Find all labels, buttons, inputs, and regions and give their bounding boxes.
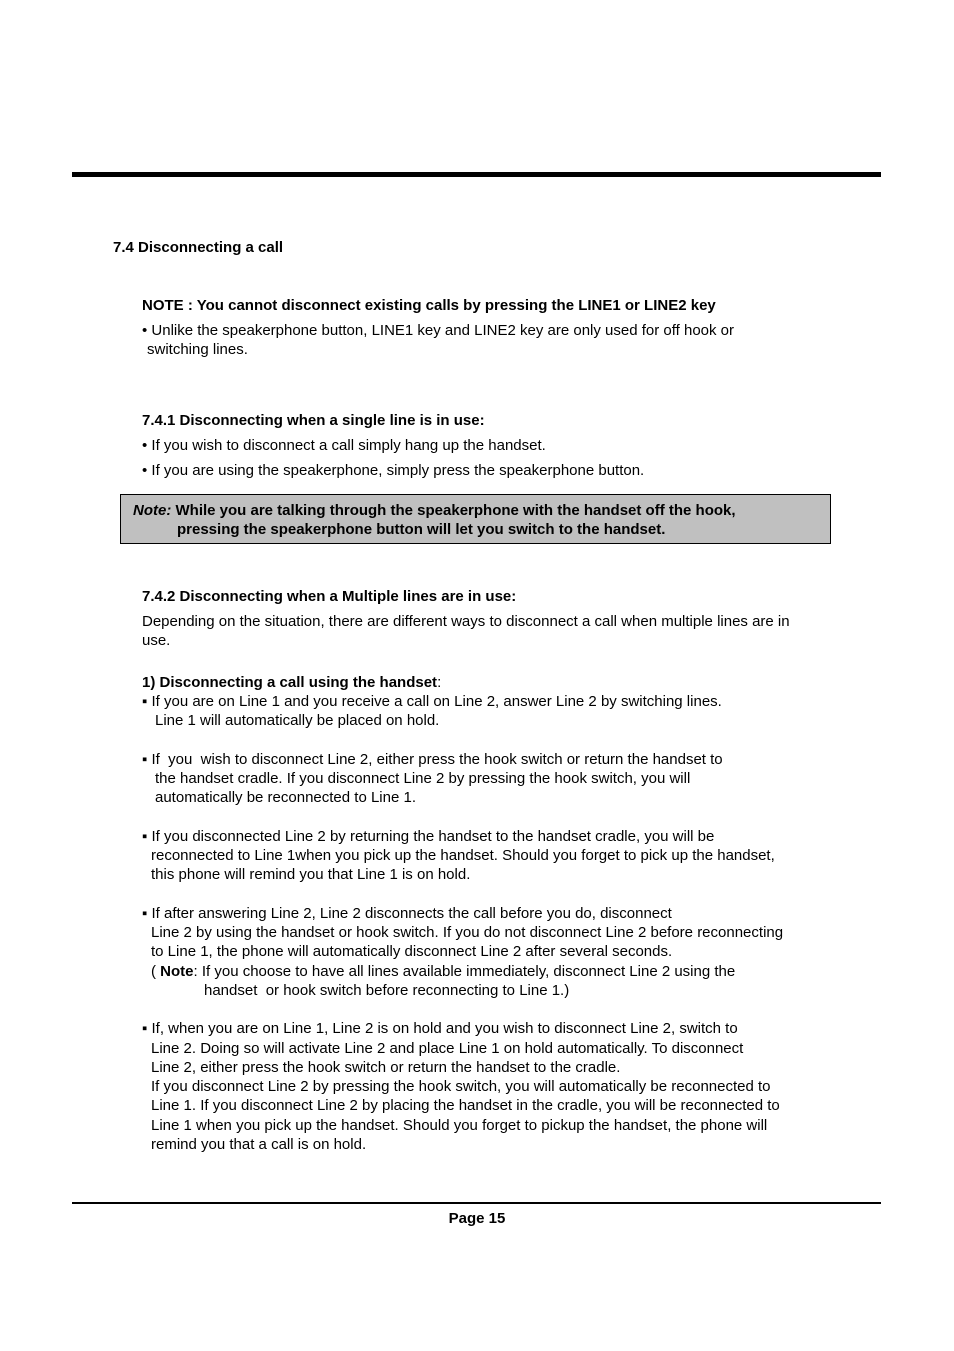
note-box-line: Note: While you are talking through the speakerphone with the handset off the hook, — [133, 502, 736, 519]
list-item-line: If you disconnect Line 2 by pressing the hook switch, you will automatically be reconnected to — [151, 1078, 771, 1095]
list-item: ▪ If you disconnected Line 2 by returning the handset to the handset cradle, you will be — [142, 828, 715, 845]
note-line: switching lines. — [147, 341, 248, 358]
note-box — [120, 494, 831, 544]
note-box-line: pressing the speakerphone button will let you switch to the handset. — [177, 521, 666, 538]
list-item: ▪ If, when you are on Line 1, Line 2 is on hold and you wish to disconnect Line 2, switch to — [142, 1020, 738, 1037]
list-item-line: to Line 1, the phone will automatically disconnect Line 2 after several seconds. — [151, 943, 673, 960]
list-item-line: Line 2. Doing so will activate Line 2 and place Line 1 on hold automatically. To disconnect — [151, 1040, 744, 1057]
note-heading: NOTE : You cannot disconnect existing calls by pressing the LINE1 or LINE2 key — [142, 297, 716, 314]
list-item: ▪ If you wish to disconnect Line 2, either press the hook switch or return the handset to — [142, 751, 723, 768]
footer-rule — [72, 1202, 881, 1204]
list-item-line: this phone will remind you that Line 1 is on hold. — [151, 866, 471, 883]
list-item-line: Line 1 will automatically be placed on hold. — [155, 712, 440, 729]
list-item: • If you are using the speakerphone, simply press the speakerphone button. — [142, 462, 645, 479]
list-item-line: Line 2 by using the handset or hook switch. If you do not disconnect Line 2 before reconnecting — [151, 924, 784, 941]
list-item: ▪ If you are on Line 1 and you receive a call on Line 2, answer Line 2 by switching lines. — [142, 693, 722, 710]
header-rule — [72, 172, 881, 177]
note-line: • Unlike the speakerphone button, LINE1 key and LINE2 key are only used for off hook or — [142, 322, 735, 339]
paragraph-line: use. — [142, 632, 171, 649]
step-title: 1) Disconnecting a call using the handset: — [142, 674, 442, 691]
note-box-label: Note: — [133, 502, 172, 519]
list-item-line: automatically be reconnected to Line 1. — [155, 789, 416, 806]
list-item-line: Line 1. If you disconnect Line 2 by placing the handset in the cradle, you will be reconnected to — [151, 1097, 780, 1114]
list-item-line: the handset cradle. If you disconnect Line 2 by pressing the hook switch, you will — [155, 770, 691, 787]
inline-note-line: handset or hook switch before reconnecting to Line 1.) — [204, 982, 570, 999]
list-item: ▪ If after answering Line 2, Line 2 disconnects the call before you do, disconnect — [142, 905, 672, 922]
subsection-title: 7.4.1 Disconnecting when a single line is in use: — [142, 412, 485, 429]
list-item-line: reconnected to Line 1when you pick up the handset. Should you forget to pick up the handset, — [151, 847, 775, 864]
subsection-title: 7.4.2 Disconnecting when a Multiple lines are in use: — [142, 588, 517, 605]
paragraph-line: Depending on the situation, there are different ways to disconnect a call when multiple lines are in — [142, 613, 790, 630]
list-item-line: Line 1 when you pick up the handset. Should you forget to pickup the handset, the phone will — [151, 1117, 768, 1134]
list-item: • If you wish to disconnect a call simply hang up the handset. — [142, 437, 546, 454]
list-item-line: Line 2, either press the hook switch or return the handset to the cradle. — [151, 1059, 621, 1076]
page-number: Page 15 — [448, 1210, 506, 1227]
inline-note: ( Note: If you choose to have all lines available immediately, disconnect Line 2 using the — [151, 963, 736, 980]
section-title: 7.4 Disconnecting a call — [113, 239, 284, 256]
list-item-line: remind you that a call is on hold. — [151, 1136, 367, 1153]
